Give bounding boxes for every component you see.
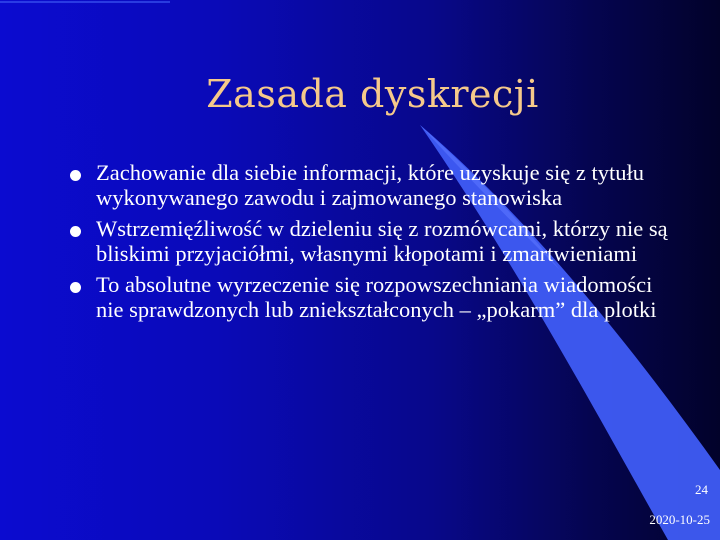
bullet-text: Wstrzemięźliwość w dzieleniu się z rozmówcami, którzy nie są bliskimi przyjaciółmi, własnymi kłopotami i zmartwieniami xyxy=(96,216,668,266)
bullet-text: To absolutne wyrzeczenie się rozpowszechniania wiadomości nie sprawdzonych lub zniekształconych – „pokarm” dla plotki xyxy=(96,272,657,322)
slide-title: Zasada dyskrecji xyxy=(206,72,539,116)
bullet-item xyxy=(70,160,670,210)
bullet-item xyxy=(70,216,670,266)
bullet-item xyxy=(70,272,670,322)
bullet-dot-icon xyxy=(70,170,81,181)
bullet-list xyxy=(70,160,670,328)
slide-page-number: 24 xyxy=(695,482,708,497)
slide-date: 2020-10-25 xyxy=(649,512,710,527)
bullet-text: Zachowanie dla siebie informacji, które uzyskuje się z tytułu wykonywanego zawodu i zajmowanego stanowiska xyxy=(96,160,644,210)
bullet-dot-icon xyxy=(70,226,81,237)
bullet-dot-icon xyxy=(70,282,81,293)
